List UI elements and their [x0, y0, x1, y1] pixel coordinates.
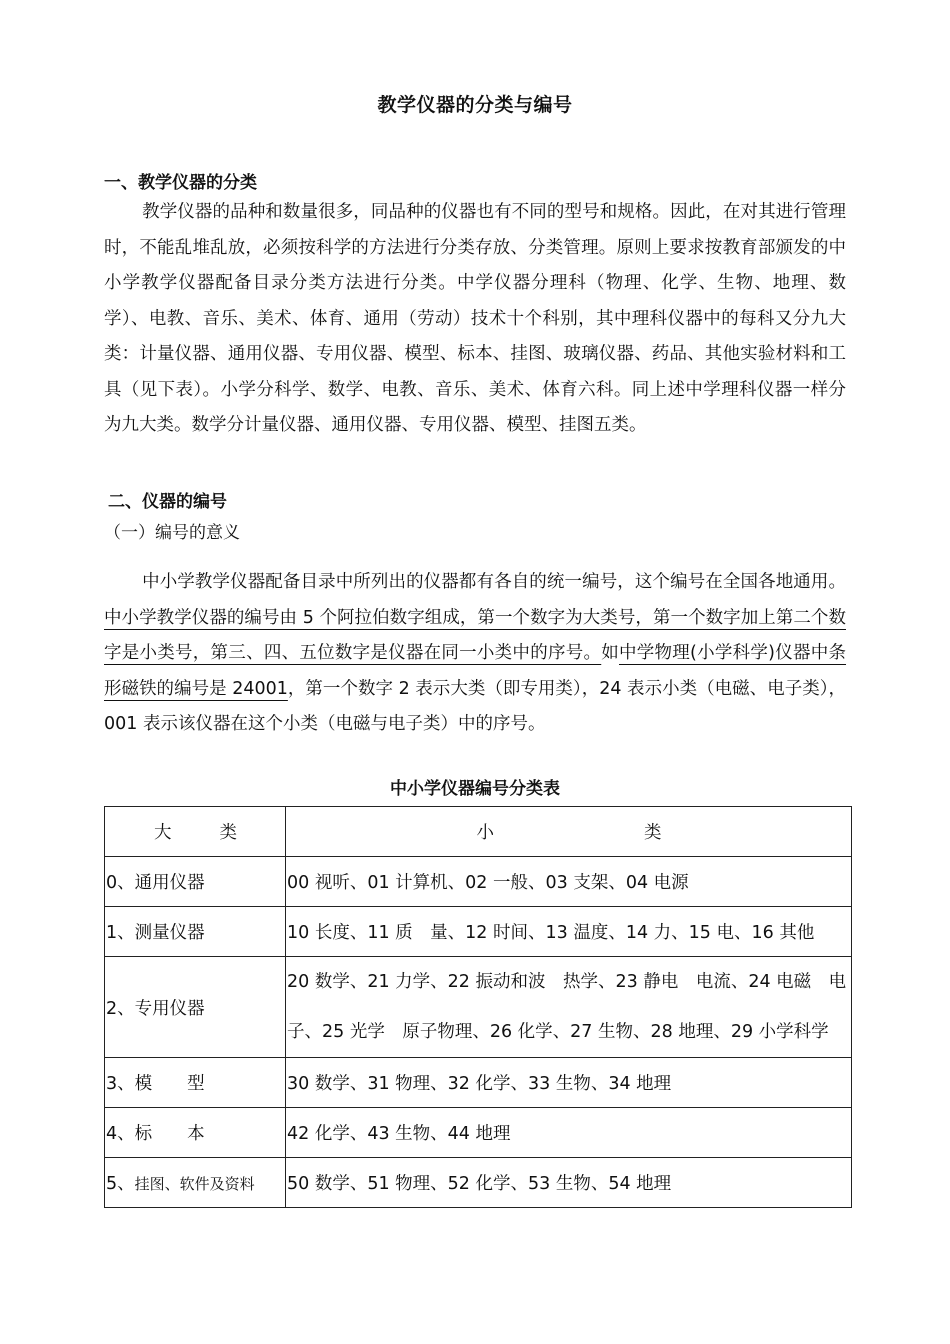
section-heading-numbering: 二、仪器的编号 — [108, 492, 227, 512]
subheading-meaning: （一）编号的意义 — [104, 523, 240, 543]
table-row — [105, 1108, 852, 1158]
page-title: 教学仪器的分类与编号 — [377, 94, 573, 116]
cell-minor: 50 数学、51 物理、52 化学、53 生物、54 地理 — [286, 1158, 852, 1208]
cell-major: 2、专用仪器 — [105, 957, 286, 1058]
classification-table — [104, 806, 852, 1208]
numbering-text-underlined-1: 中小学教学仪器的编号由 5 个阿拉伯数字组成，第一个数字为大类号，第一个数字加上第二个数字是小类号，第三、四、五位数字是仪器在同一小类中的序号。 — [104, 607, 846, 663]
table-row — [105, 957, 852, 1058]
numbering-text-5: ，第一个数字 2 表示大类（即专用类），24 表示小类（电磁、电子类），001 表示该仪器在这个小类（电磁与电子类）中的序号。 — [104, 678, 847, 734]
cell-minor: 00 视听、01 计算机、02 一般、03 支架、04 电源 — [286, 857, 852, 907]
numbering-text-3: 如 — [601, 643, 619, 663]
section-heading-classification: 一、教学仪器的分类 — [104, 173, 257, 193]
header-minor: 小类 — [286, 807, 852, 857]
cell-major: 3、模 型 — [105, 1058, 286, 1108]
table-title: 中小学仪器编号分类表 — [390, 779, 560, 799]
classification-paragraph — [104, 195, 846, 444]
cell-major: 4、标 本 — [105, 1108, 286, 1158]
cell-minor: 42 化学、43 生物、44 地理 — [286, 1108, 852, 1158]
numbering-paragraph — [104, 565, 846, 743]
table-row — [105, 907, 852, 957]
numbering-text-1: 中小学教学仪器配备目录中所列出的仪器都有各自的统一编号，这个编号在全国各地通用。 — [142, 572, 846, 592]
cell-minor: 10 长度、11 质 量、12 时间、13 温度、14 力、15 电、16 其他 — [286, 907, 852, 957]
table-header-row — [105, 807, 852, 857]
classification-text: 教学仪器的品种和数量很多，同品种的仪器也有不同的型号和规格。因此，在对其进行管理时，不能乱堆乱放，必须按科学的方法进行分类存放、分类管理。原则上要求按教育部颁发的中小学教学仪器配备目录分类方法进行分类。中学仪器分理科（物理、化学、生物、地理、数学）、电教、音乐、美术、体育、通用（劳动）技术十个科别，其中理科仪器中的每科又分九大类：计量仪器、通用仪器、专用仪器、模型、标本、挂图、玻璃仪器、药品、其他实验材料和工具（见下表）。小学分科学、数学、电教、音乐、美术、体育六科。同上述中学理科仪器一样分为九大类。数学分计量仪器、通用仪器、专用仪器、模型、挂图五类。 — [104, 202, 846, 435]
cell-major: 5、挂图、软件及资料 — [105, 1158, 286, 1208]
table-row — [105, 857, 852, 907]
cell-minor: 30 数学、31 物理、32 化学、33 生物、34 地理 — [286, 1058, 852, 1108]
numbering-text-underlined-2: 中学物理(小学科学)仪器中条形磁铁的编号是 24001 — [104, 643, 847, 699]
cell-minor: 20 数学、21 力学、22 振动和波 热学、23 静电 电流、24 电磁 电子、25 光学 原子物理、26 化学、27 生物、28 地理、29 小学科学 — [286, 957, 852, 1058]
table-row — [105, 1058, 852, 1108]
header-major: 大类 — [105, 807, 286, 857]
cell-major: 1、测量仪器 — [105, 907, 286, 957]
table-row — [105, 1158, 852, 1208]
cell-major: 0、通用仪器 — [105, 857, 286, 907]
